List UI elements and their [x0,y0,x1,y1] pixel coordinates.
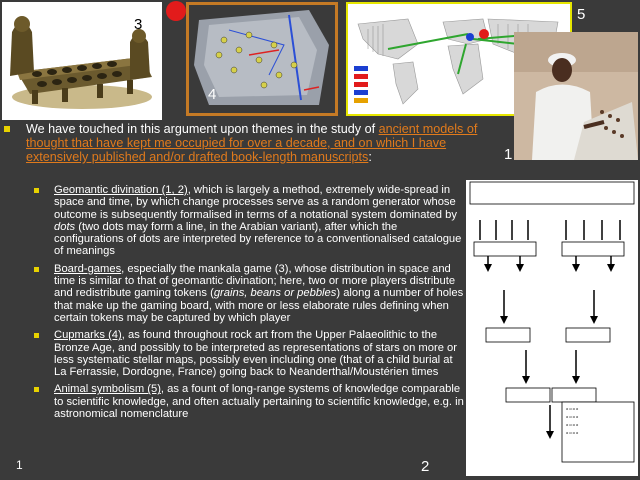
sub-bullet-board-games [34,263,464,324]
sub-bullet-geomantic [34,184,464,258]
svg-text:o o o o: o o o o [566,414,579,419]
svg-text:o o o o: o o o o [566,422,579,427]
geomantic-diagram [466,180,638,476]
sub-bullet-cupmarks [34,329,464,378]
sub-bullet-text: , which is largely a method, extremely wide-spread in space and time, by which change processes serve as a random generator whose outcome is subsequently formalised in terms of a notational system dominated by [54,184,457,221]
main-bullet-link[interactable]: ancient models of thought that have kept me occupied for over a decade, and on which I have extensively published and/or drafted book-length manuscripts [26,122,478,164]
bullet-square-icon [4,126,10,132]
sub-bullet-animal-symbolism [34,383,464,420]
main-bullet-text: We have touched in this argument upon themes in the study of [26,122,379,136]
sub-bullet-text: , as found throughout rock art from the Upper Palaeolithic to the Bronze Age, and possibly to be interpreted as representations of stars on more or less systematic stellar maps, possibly even including one (that of a child burial at La Ferrassie, Dordogne, France) going back to Neanderthal/Moustérien times [54,329,457,379]
sub-bullet-italic: grains, beans or pebbles [213,287,337,300]
figure-label-4: 4 [208,86,217,103]
bullet-square-icon [34,387,39,392]
diviner-photo [514,32,638,160]
figure-label-5: 5 [577,6,586,23]
figure-label-3: 3 [134,16,143,33]
svg-text:o o o o: o o o o [566,406,579,411]
red-dot-marker [166,1,186,21]
sub-bullet-text: (two dots may form a line, in the Arabian variant), after which the configurations of dots are interpreted by reference to a conventionalised catalogue of meanings [54,220,462,258]
bullet-square-icon [34,267,39,272]
sub-bullet-list [34,184,464,425]
sub-bullet-link[interactable]: Animal symbolism (5) [54,383,161,396]
sub-bullet-link[interactable]: Cupmarks (4) [54,329,122,342]
figure-label-1: 1 [504,146,513,163]
slide-number: 1 [16,458,23,472]
figure-label-2: 2 [421,458,430,475]
sub-bullet-italic: dots [54,220,76,233]
sub-bullet-text: , as a fount of long-range systems of knowledge comparable to scientific knowledge, and often actually pertaining to scientific knowledge, e.g. in astronomical nomenclature [54,383,464,421]
main-bullet [6,122,511,164]
bullet-square-icon [34,333,39,338]
main-bullet-tail: : [368,150,372,164]
bullet-square-icon [34,188,39,193]
svg-text:o o o o: o o o o [566,430,579,435]
sub-bullet-link[interactable]: Geomantic divination (1, 2) [54,184,188,196]
sub-bullet-link[interactable]: Board-games [54,262,122,275]
sub-bullet-text: , especially the mankala game (3), whose distribution in space and time is similar to that of geomantic divination; here, two or more players distribute and redistribute gaming tokens ( [54,262,456,300]
sub-bullet-text: ) along a number of holes that make up the gaming board, with more or less elaborate rules defining when certain tokens may be captured by which player [54,287,464,324]
